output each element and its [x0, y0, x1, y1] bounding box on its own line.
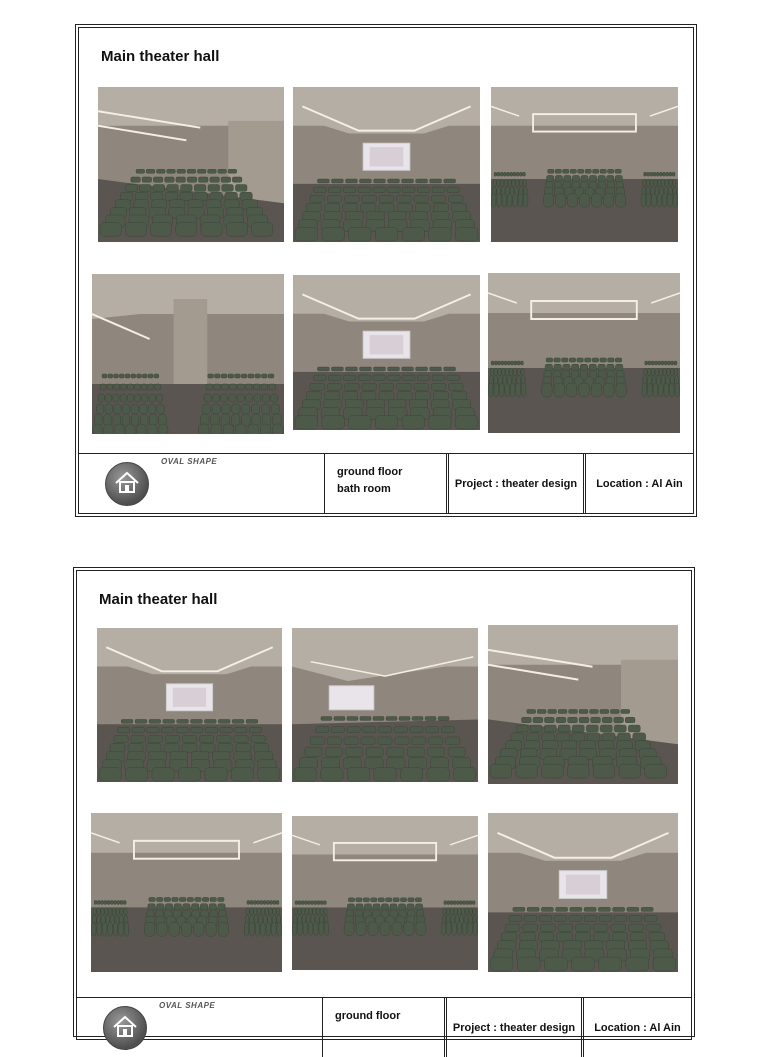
render-view — [293, 87, 480, 242]
theater-render-image — [488, 625, 678, 784]
render-view — [292, 628, 478, 782]
room-label: bath room — [337, 483, 391, 495]
theater-render-image — [92, 274, 284, 434]
project-cell — [447, 998, 584, 1057]
render-view — [488, 625, 678, 784]
title-block — [77, 997, 691, 1057]
location-cell — [586, 454, 693, 513]
logo-cell — [77, 998, 323, 1057]
render-view — [98, 87, 284, 242]
theater-render-image — [98, 87, 284, 242]
theater-render-image — [488, 273, 680, 433]
floor-label: ground floor — [337, 466, 403, 478]
floor-label: ground floor — [335, 1010, 401, 1022]
theater-render-image — [97, 628, 282, 782]
floor-cell — [323, 998, 447, 1057]
house-logo-icon — [113, 469, 141, 497]
location-label: Location : Al Ain — [596, 477, 683, 490]
project-label: Project : theater design — [452, 1021, 576, 1034]
location-label: Location : Al Ain — [594, 1021, 681, 1034]
house-logo-icon — [111, 1013, 139, 1041]
theater-render-image — [293, 275, 480, 430]
floor-cell — [325, 454, 449, 513]
sheet-title: Main theater hall — [99, 591, 218, 608]
logo-text: OVAL SHAPE — [161, 457, 218, 466]
logo-cell — [79, 454, 325, 513]
project-label: Project : theater design — [454, 477, 578, 490]
location-cell — [584, 998, 691, 1057]
company-logo — [103, 1006, 147, 1050]
theater-render-image — [488, 813, 678, 972]
drawing-sheet-2 — [73, 567, 695, 1037]
theater-render-image — [292, 628, 478, 782]
theater-render-image — [491, 87, 678, 242]
render-view — [292, 816, 478, 970]
sheet-title: Main theater hall — [101, 48, 220, 65]
render-view — [91, 813, 282, 972]
theater-render-image — [91, 813, 282, 972]
render-view — [293, 275, 480, 430]
company-logo — [105, 462, 149, 506]
render-view — [97, 628, 282, 782]
render-view — [491, 87, 678, 242]
render-view — [488, 813, 678, 972]
title-block — [79, 453, 693, 513]
project-cell — [449, 454, 586, 513]
drawing-sheet-1 — [75, 24, 697, 517]
theater-render-image — [292, 816, 478, 970]
logo-text: OVAL SHAPE — [159, 1001, 216, 1010]
render-view — [92, 274, 284, 434]
render-view — [488, 273, 680, 433]
theater-render-image — [293, 87, 480, 242]
